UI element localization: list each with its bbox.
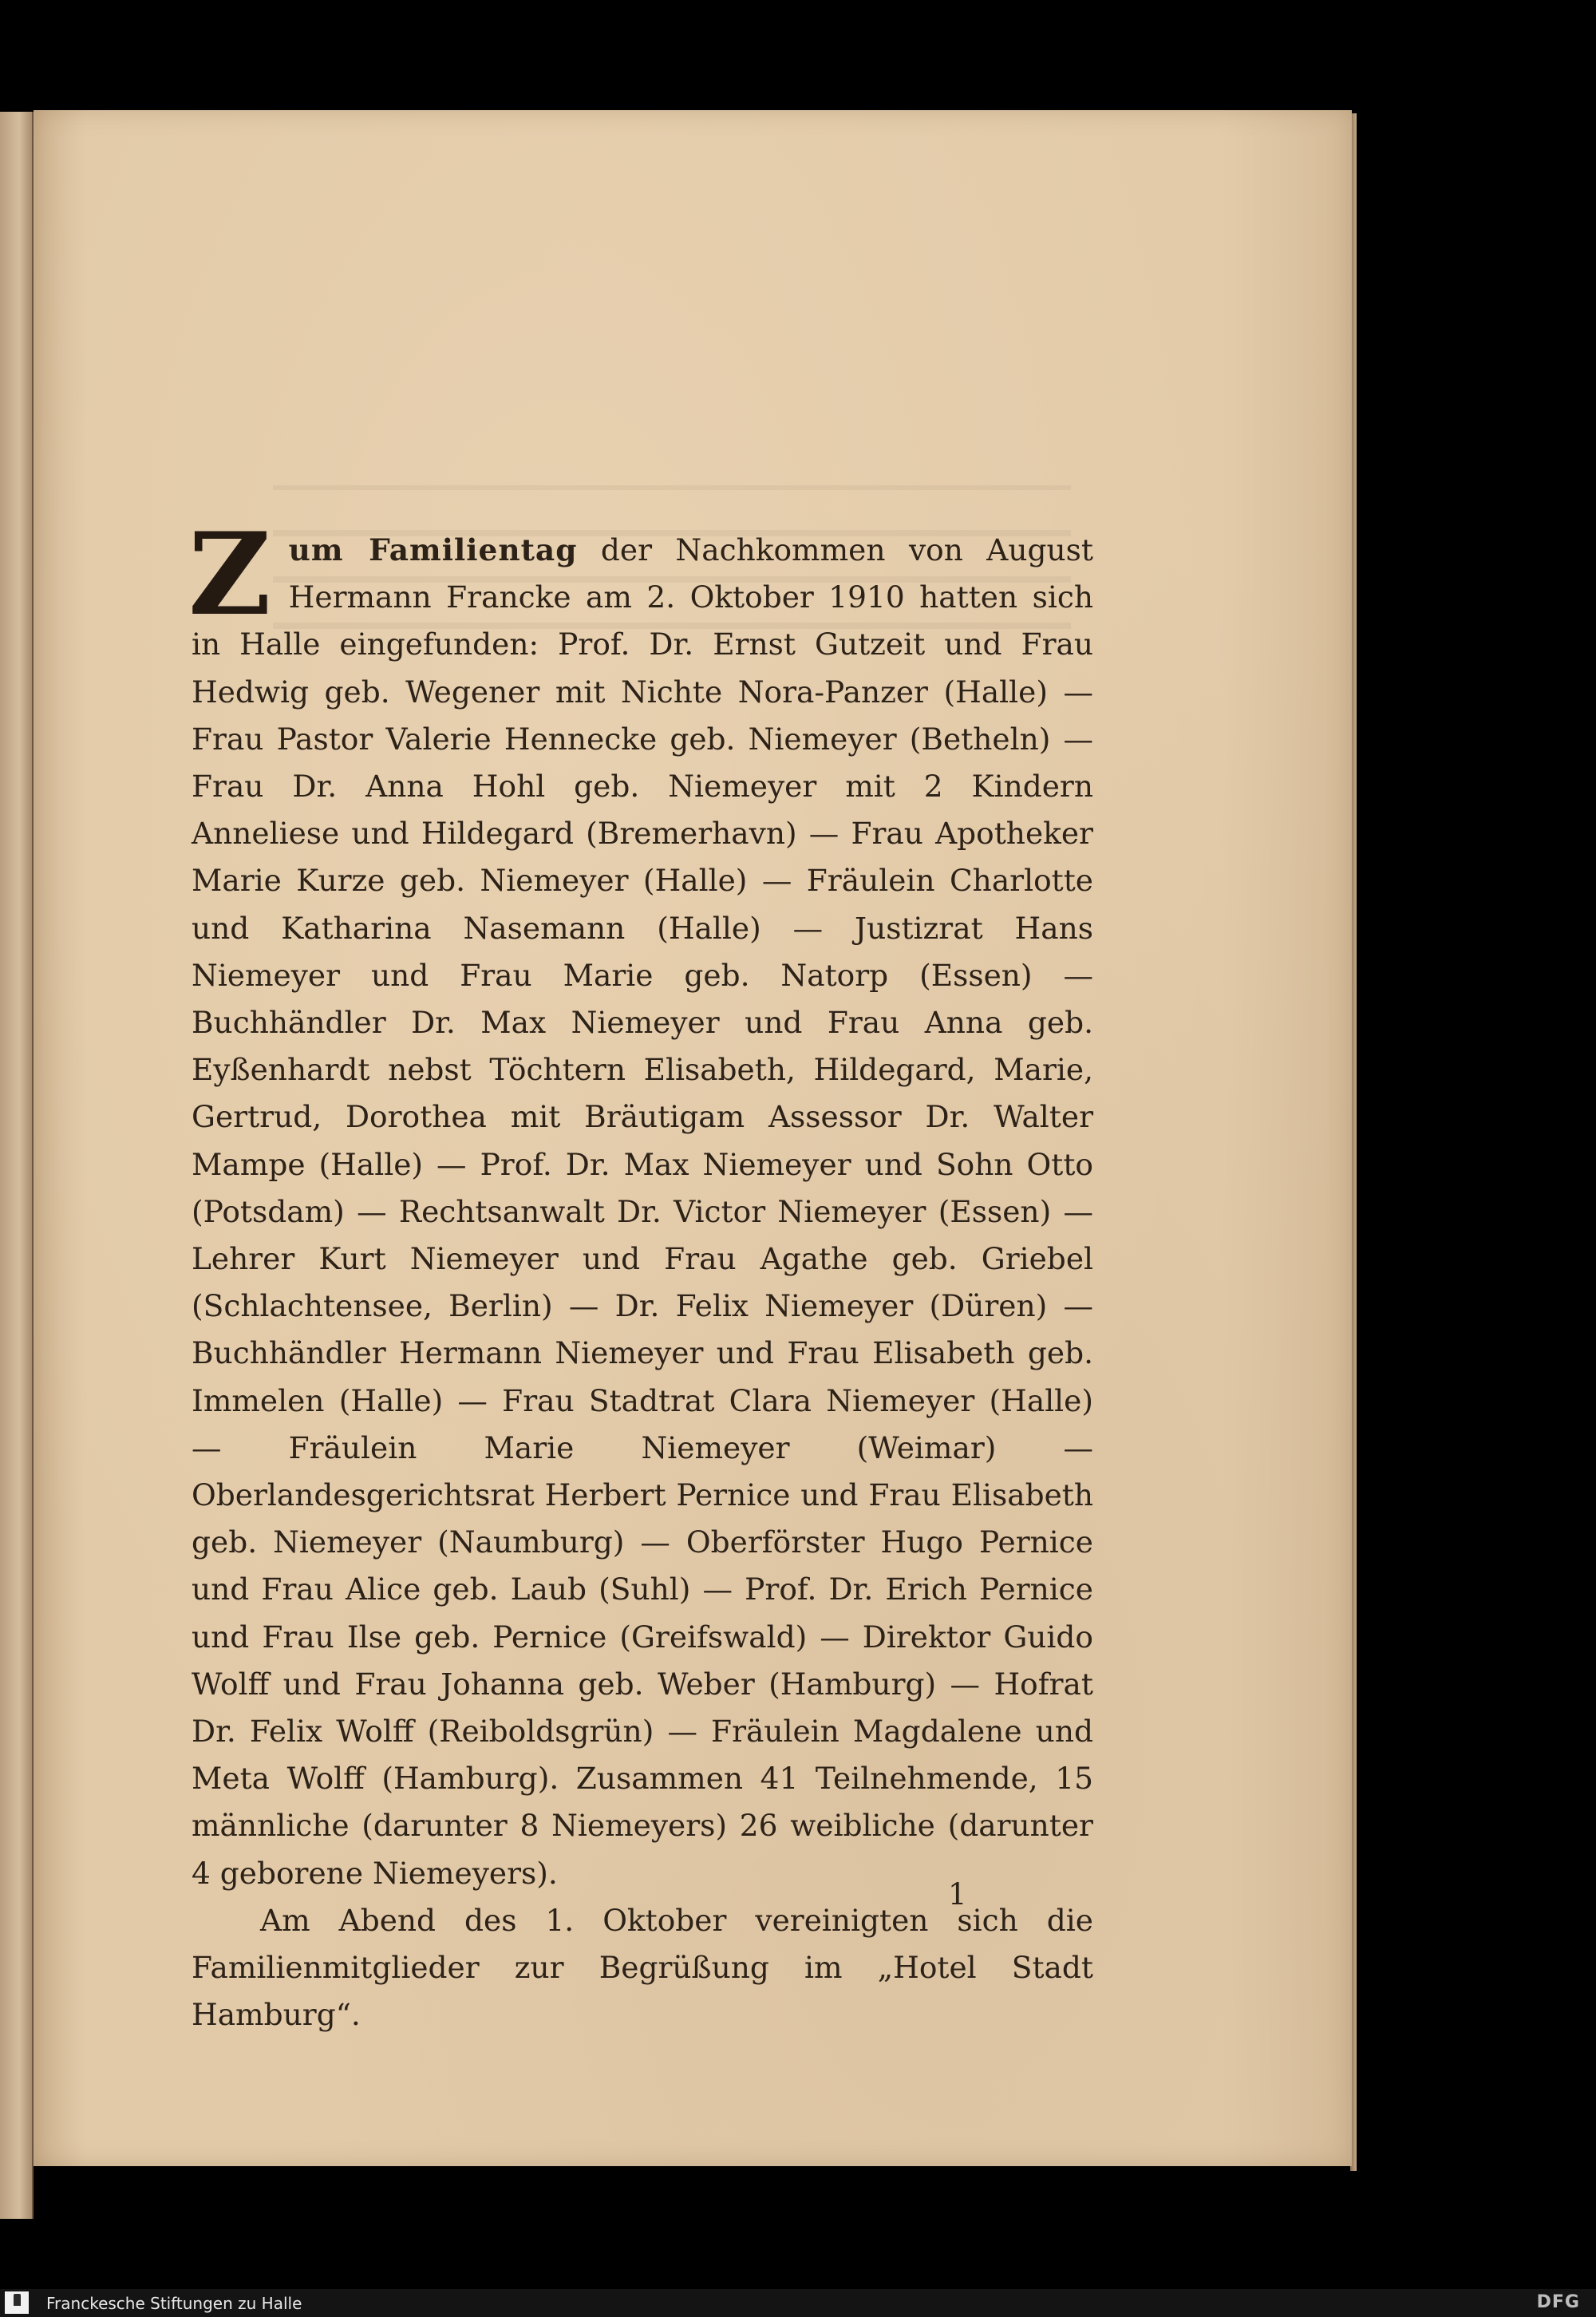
dfg-logo: DFG	[1536, 2292, 1580, 2312]
paragraph-attendees	[188, 508, 1093, 1897]
page-text	[188, 508, 1093, 2039]
drop-cap: Z	[188, 508, 271, 641]
paragraph-evening: Am Abend des 1. Oktober vereinigten sich die Familienmitglieder zur Begrüßung im „Hotel Stadt Hamburg“.	[192, 1902, 1093, 2033]
page-number: 1	[948, 1877, 967, 1912]
footer-institution-label: Franckesche Stiftungen zu Halle	[46, 2294, 302, 2313]
paragraph-lead: um Familientag	[288, 532, 578, 567]
institution-logo-mark-icon	[14, 2294, 21, 2306]
paragraph-body: der Nachkommen von August Hermann Francke am 2. Oktober 1910 hatten sich in Halle eingefunden: Prof. Dr. Ernst Gutzeit und Frau Hedwig geb. Wegener mit Nichte Nora-Panzer (Halle) — Frau Pastor Valerie Hennecke geb. Niemeyer (Betheln) — Frau Dr. Anna Hohl geb. Niemeyer mit 2 Kindern Anneliese und Hildegard (Bremerhavn) — Frau Apotheker Marie Kurze geb. Niemeyer (Halle) — Fräulein Charlotte und Katharina Nasemann (Halle) — Justizrat Hans Niemeyer und Frau Marie geb. Natorp (Essen) — Buchhändler Dr. Max Niemeyer und Frau Anna geb. Eyßenhardt nebst Töchtern Elisabeth, Hildegard, Marie, Gertrud, Dorothea mit Bräutigam Assessor Dr. Walter Mampe (Halle) — Prof. Dr. Max Niemeyer und Sohn Otto (Potsdam) — Rechtsanwalt Dr. Victor Niemeyer (Essen) — Lehrer Kurt Niemeyer und Frau Agathe geb. Griebel (Schlachtensee, Berlin) — Dr. Felix Niemeyer (Düren) — Buchhändler Hermann Niemeyer und Frau Elisabeth geb. Immelen (Halle) — Frau Stadtrat Clara Niemeyer (Halle) — Fräulein Marie Niemeyer (Weimar) — Oberlandesgerichtsrat Herbert Pernice und Frau Elisabeth geb. Niemeyer (Naumburg) — Oberförster Hugo Pernice und Frau Alice geb. Laub (Suhl) — Prof. Dr. Erich Pernice und Frau Ilse geb. Pernice (Greifswald) — Direktor Guido Wolff und Frau Johanna geb. Weber (Hamburg) — Hofrat Dr. Felix Wolff (Reiboldsgrün) — Fräulein Magdalene und Meta Wolff (Hamburg). Zusammen 41 Teilnehmende, 15 männliche (darunter 8 Niemeyers) 26 weibliche (darunter 4 geborene Niemeyers).	[192, 532, 1093, 1891]
left-page-edge	[0, 112, 34, 2219]
